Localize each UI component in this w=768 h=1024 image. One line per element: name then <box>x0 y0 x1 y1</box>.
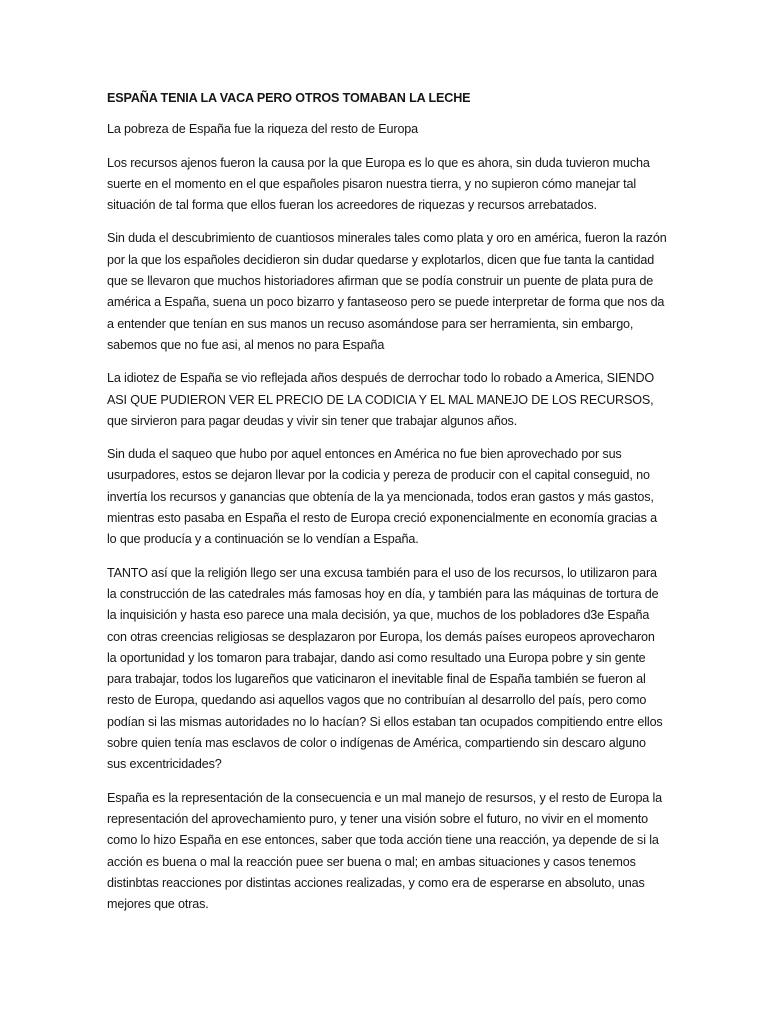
paragraph-religion-recursos: TANTO así que la religión llego ser una excusa también para el uso de los recursos, lo utilizaron para la construcción de las catedrales más famosas hoy en día, y también para las máquinas de tortura de la inquisición y hasta eso parece una mala decisión, ya que, muchos de los pobladores d3e España con otras creencias religiosas se desplazaron por Europa, los demás países europeos aprovecharon la oportunidad y los tomaron para trabajar, dando asi como resultado una Europa pobre y sin gente para trabajar, todos los lugareños que vaticinaron el inevitable final de España también se fueron al resto de Europa, quedando asi aquellos vagos que no contribuían al desarrollo del país, pero como podían si las mismas autoridades no lo hacían? Si ellos estaban tan ocupados compitiendo entre ellos sobre quien tenía mas esclavos de color o indígenas de América, compartiendo sin descaro alguno sus excentricidades? <box>107 565 663 772</box>
paragraph-descubrimiento-minerales: Sin duda el descubrimiento de cuantiosos minerales tales como plata y oro en américa, fueron la razón por la que los españoles decidieron sin dudar quedarse y explotarlos, dicen que fue tanta la cantidad que se llevaron que muchos historiadores afirman que se podía construir un puente de plata pura de américa a España, suena un poco bizarro y fantaseoso pero se puede interpretar de forma que nos da a entender que tenían en sus manos un recuso asomándose para ser herramienta, sin embargo, sabemos que no fue asi, al menos no para España <box>107 231 667 352</box>
paragraph-representacion-consecuencia: España es la representación de la consecuencia e un mal manejo de resursos, y el resto de Europa la representación del aprovechamiento puro, y tener una visión sobre el futuro, no vivir en el momento como lo hizo España en ese entonces, saber que toda acción tiene una reacción, ya depende de si la acción es buena o mal la reacción puee ser buena o mal; en ambas situaciones y casos tenemos distinbtas reacciones por distintas acciones realizadas, y como era de esperarse en absoluto, unas mejores que otras. <box>107 790 663 912</box>
paragraph-saqueo-america: Sin duda el saqueo que hubo por aquel entonces en América no fue bien aprovechado por sus usurpadores, estos se dejaron llevar por la codicia y pereza de producir con el capital conseguid, no invertía los recursos y ganancias que obtenía de la ya mencionada, todos eran gastos y más gastos, mientras esto pasaba en España el resto de Europa creció exponencialmente en economía gracias a lo que producía y a continuación se lo vendían a España. <box>107 447 658 547</box>
document-title: ESPAÑA TENIA LA VACA PERO OTROS TOMABAN LA LECHE <box>107 91 471 105</box>
paragraph-idiotez-espana: La idiotez de España se vio reflejada años después de derrochar todo lo robado a America, SIENDO ASI QUE PUDIERON VER EL PRECIO DE LA CODICIA Y EL MAL MANEJO DE LOS RECURSOS, que sirvieron para pagar deudas y vivir sin tener que trabajar algunos años. <box>107 371 655 428</box>
document-page <box>107 88 667 927</box>
paragraph-recursos-ajenos: Los recursos ajenos fueron la causa por la que Europa es lo que es ahora, sin duda tuvieron mucha suerte en el momento en el que españoles pisaron nuestra tierra, y no supieron cómo manejar tal situación de tal forma que ellos fueran los acreedores de riquezas y recursos arrebatados. <box>107 155 650 213</box>
document-subtitle: La pobreza de España fue la riqueza del resto de Europa <box>107 122 419 137</box>
